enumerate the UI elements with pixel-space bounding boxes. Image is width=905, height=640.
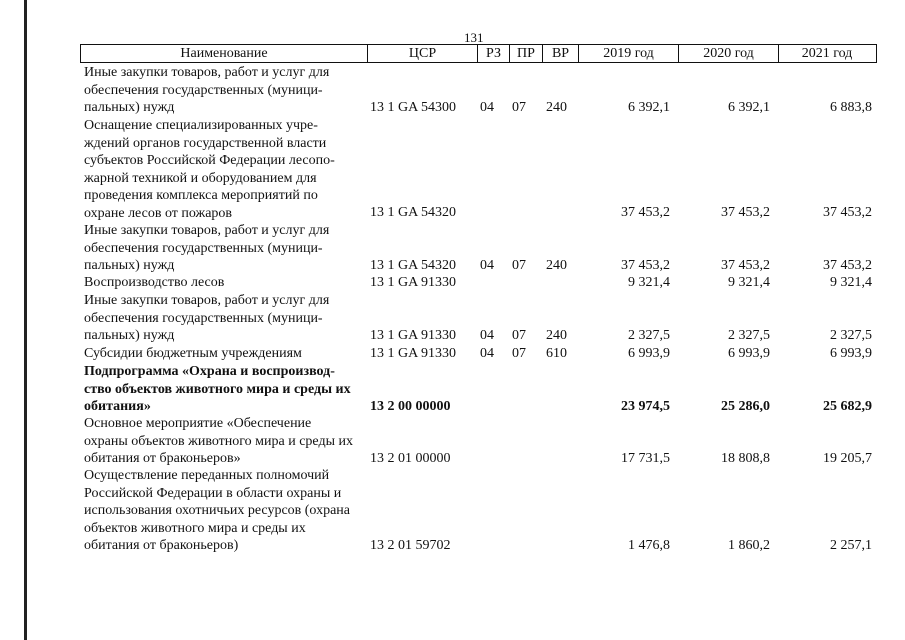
row-name: Подпрограмма «Охрана и воспроизвод-ство объектов животного мира и среды их обитания» bbox=[84, 364, 351, 414]
row-2019: 2 327,5 bbox=[628, 328, 670, 343]
row-2021: 2 257,1 bbox=[830, 538, 872, 553]
row-2019: 6 993,9 bbox=[628, 346, 670, 361]
row-2019: 37 453,2 bbox=[621, 205, 670, 220]
row-csr: 13 2 01 00000 bbox=[370, 451, 451, 466]
row-rz: 04 bbox=[480, 258, 494, 273]
row-vr: 240 bbox=[546, 328, 567, 343]
row-2020: 6 392,1 bbox=[728, 100, 770, 115]
row-name: Осуществление переданных полномочий Российской Федерации в области охраны и использования охотничьих ресурсов (охрана объектов животного мира и среды их обитания от браконьеров) bbox=[84, 468, 350, 553]
row-2019: 17 731,5 bbox=[621, 451, 670, 466]
row-vr: 240 bbox=[546, 100, 567, 115]
row-csr: 13 1 GA 54320 bbox=[370, 205, 456, 220]
row-2021: 19 205,7 bbox=[823, 451, 872, 466]
row-2021: 37 453,2 bbox=[823, 258, 872, 273]
row-2021: 6 993,9 bbox=[830, 346, 872, 361]
row-csr: 13 2 00 00000 bbox=[370, 399, 451, 414]
row-csr: 13 1 GA 91330 bbox=[370, 346, 456, 361]
header-pr: ПР bbox=[510, 45, 543, 62]
row-csr: 13 1 GA 54320 bbox=[370, 258, 456, 273]
row-pr: 07 bbox=[512, 328, 526, 343]
header-rz: РЗ bbox=[478, 45, 510, 62]
row-2021: 2 327,5 bbox=[830, 328, 872, 343]
row-csr: 13 1 GA 54300 bbox=[370, 100, 456, 115]
row-rz: 04 bbox=[480, 100, 494, 115]
row-vr: 240 bbox=[546, 258, 567, 273]
row-2020: 9 321,4 bbox=[728, 275, 770, 290]
row-name: Оснащение специализированных учре-ждений органов государственной власти субъектов Российской Федерации лесопо-жарной техникой и оборудованием для проведения комплекса мероприятий по охране лесов от пожаров bbox=[84, 118, 335, 221]
row-2020: 18 808,8 bbox=[721, 451, 770, 466]
header-csr: ЦСР bbox=[368, 45, 478, 62]
header-name: Наименование bbox=[81, 45, 368, 62]
row-2021: 37 453,2 bbox=[823, 205, 872, 220]
row-csr: 13 1 GA 91330 bbox=[370, 275, 456, 290]
row-2020: 1 860,2 bbox=[728, 538, 770, 553]
scan-border bbox=[24, 0, 27, 640]
row-name: Иные закупки товаров, работ и услуг для обеспечения государственных (муници-пальных) нужд bbox=[84, 223, 330, 273]
row-pr: 07 bbox=[512, 100, 526, 115]
row-2020: 37 453,2 bbox=[721, 205, 770, 220]
row-vr: 610 bbox=[546, 346, 567, 361]
row-rz: 04 bbox=[480, 346, 494, 361]
row-2019: 23 974,5 bbox=[621, 399, 670, 414]
row-2019: 37 453,2 bbox=[621, 258, 670, 273]
row-2020: 6 993,9 bbox=[728, 346, 770, 361]
page-number: 131 bbox=[464, 30, 484, 45]
row-name: Субсидии бюджетным учреждениям bbox=[84, 346, 302, 361]
row-rz: 04 bbox=[480, 328, 494, 343]
row-csr: 13 1 GA 91330 bbox=[370, 328, 456, 343]
row-2020: 37 453,2 bbox=[721, 258, 770, 273]
row-name: Основное мероприятие «Обеспечение охраны объектов животного мира и среды их обитания от браконьеров» bbox=[84, 416, 353, 466]
row-2019: 6 392,1 bbox=[628, 100, 670, 115]
row-name: Воспроизводство лесов bbox=[84, 275, 225, 290]
header-2020: 2020 год bbox=[679, 45, 779, 62]
row-2021: 25 682,9 bbox=[823, 399, 872, 414]
row-2019: 1 476,8 bbox=[628, 538, 670, 553]
row-pr: 07 bbox=[512, 346, 526, 361]
row-2019: 9 321,4 bbox=[628, 275, 670, 290]
header-2021: 2021 год bbox=[801, 46, 853, 61]
table-header bbox=[80, 44, 877, 63]
row-csr: 13 2 01 59702 bbox=[370, 538, 451, 553]
row-name: Иные закупки товаров, работ и услуг для обеспечения государственных (муници-пальных) нужд bbox=[84, 293, 330, 343]
row-pr: 07 bbox=[512, 258, 526, 273]
row-name: Иные закупки товаров, работ и услуг для обеспечения государственных (муници-пальных) нужд bbox=[84, 65, 330, 115]
header-2019: 2019 год bbox=[579, 45, 679, 62]
row-2021: 6 883,8 bbox=[830, 100, 872, 115]
header-vr: ВР bbox=[543, 45, 579, 62]
row-2020: 2 327,5 bbox=[728, 328, 770, 343]
row-2020: 25 286,0 bbox=[721, 399, 770, 414]
row-2021: 9 321,4 bbox=[830, 275, 872, 290]
